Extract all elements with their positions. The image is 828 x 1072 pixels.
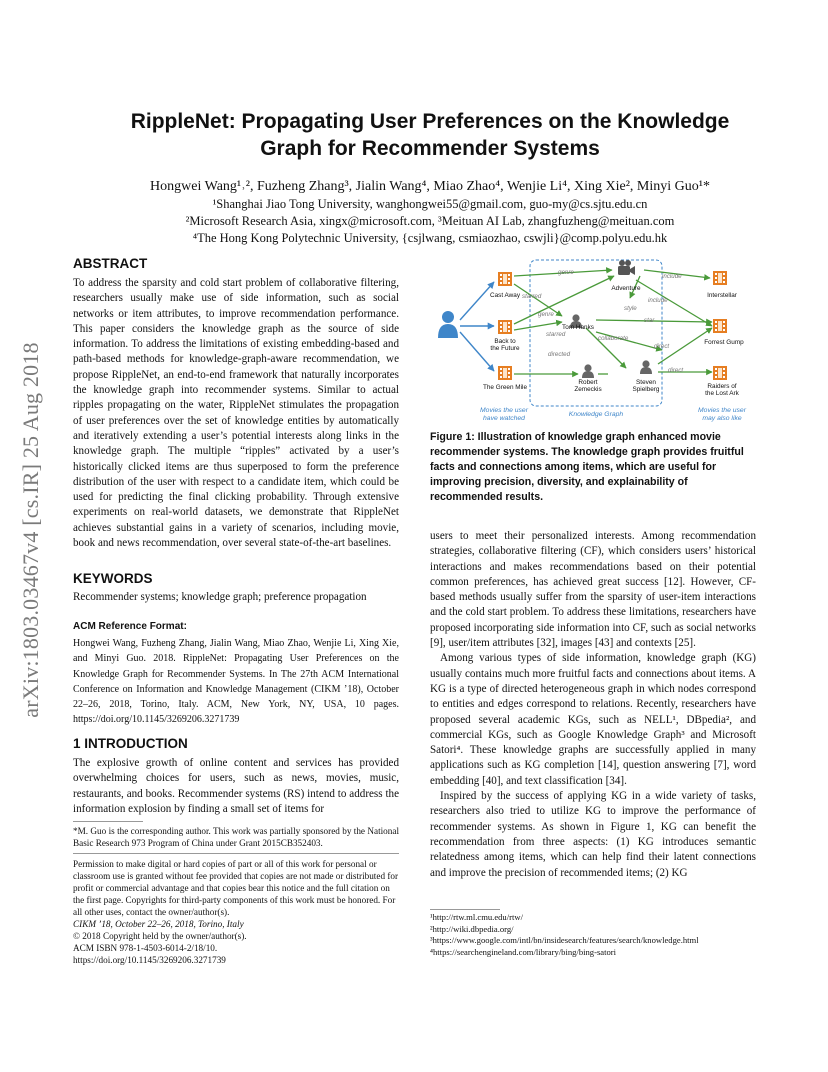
edge-starred-2: starred	[546, 331, 566, 338]
back-to-the-future-film-icon	[498, 320, 512, 334]
affiliation-1: ¹Shanghai Jiao Tong University, wanghongwei55@gmail.com, guo-my@cs.sjtu.edu.cn	[212, 197, 648, 211]
interstellar-film-icon	[713, 271, 727, 285]
label-watched-2: have watched	[483, 415, 525, 422]
footnote-rule	[73, 821, 143, 822]
node-steven-2: Spielberg	[632, 386, 660, 393]
node-interstellar: Interstellar	[707, 292, 737, 299]
intro-paragraph-2: Among various types of side information, knowledge graph (KG) usually contains much more fruitful facts and connections about items. A KG is a type of directed heterogeneous graph in which nodes correspond to entities and edges correspond to relations. Recently, researchers have proposed several academic KGs, such as NELL¹, DBpedia², and commercial KGs, such as Google Knowledge Graph³ and Microsoft Satori⁴. These knowledge graphs are successfully applied in many applications such as KG completion [14], question answering [7], word embedding [40], and text classification [34].	[430, 652, 756, 787]
doi-line: https://doi.org/10.1145/3269206.3271739	[73, 955, 226, 965]
forrest-gump-film-icon	[713, 319, 727, 333]
paper-title	[70, 108, 790, 162]
green-mile-film-icon	[498, 366, 512, 380]
edge-directed: directed	[548, 351, 571, 358]
steven-spielberg-person-icon	[640, 360, 652, 374]
node-robert-1: Robert	[578, 379, 598, 386]
title-line-2: Graph for Recommender Systems	[260, 137, 600, 160]
acm-reference-text: Hongwei Wang, Fuzheng Zhang, Jialin Wang, Miao Zhao, Wenjie Li, Xing Xie, and Minyi Guo. 2018. RippleNet: Propagating User Preferences on the Knowledge Graph for Recommender Systems. In The 27th ACM International Conference on Information and Knowledge Management (CIKM ’18), October 22–26, 2018, Torino, Italy. ACM, New York, NY, USA, 10 pages. https://doi.org/10.1145/3269206.3271739	[73, 638, 399, 726]
edge-direct-1: direct	[654, 343, 670, 350]
cast-away-film-icon	[498, 272, 512, 286]
arxiv-stamp-text: arXiv:1803.03467v4 [cs.IR] 25 Aug 2018	[18, 342, 43, 718]
edge-direct-2: direct	[668, 367, 684, 374]
abstract-heading: ABSTRACT	[73, 256, 148, 271]
node-steven-1: Steven	[636, 379, 656, 386]
introduction-text: The explosive growth of online content and services has provided overwhelming choices for users, such as news, movies, music, restaurants, and books. Recommender systems (RS) intend to address the information explosion by finding a small set of items for	[73, 757, 399, 815]
node-forrest-gump: Forrest Gump	[704, 339, 744, 346]
permission-rule	[73, 853, 399, 854]
corresponding-author-footnote: *M. Guo is the corresponding author. This work was partially sponsored by the National Basic Research 973 Program of China under Grant 2015CB352403.	[73, 826, 399, 848]
footnote-1: ¹http://rtw.ml.cmu.edu/rtw/	[430, 912, 523, 922]
keywords-heading: KEYWORDS	[73, 571, 153, 586]
edge-style: style	[624, 305, 637, 312]
affiliation-3: ⁴The Hong Kong Polytechnic University, {csjlwang, csmiaozhao, cswjli}@comp.polyu.edu.hk	[192, 231, 668, 245]
edge-collaborate: collaborate	[598, 335, 629, 342]
edge-include-2: include	[648, 297, 668, 304]
permission-text: Permission to make digital or hard copies of part or all of this work for personal or classroom use is granted without fee provided that copies are not made or distributed for profit or commercial advantage and that copies bear this notice and the full citation on the first page. Copyrights for third-party components of this work must be honored. For all other uses, contact the owner/author(s).	[73, 859, 399, 917]
label-like-1: Movies the user	[698, 407, 746, 414]
node-raiders-2: the Lost Ark	[705, 390, 739, 397]
intro-paragraph-3: Inspired by the success of applying KG in a wide variety of tasks, researchers also tried to utilize KG to improve the performance of recommender systems. As shown in Figure 1, KG can benefit the recommendation from three aspects: (1) KG introduces semantic relatedness among items, which can help find their latent connections and improve the precision of recommended items; (2) KG	[430, 790, 756, 879]
node-robert-2: Zemeckis	[574, 386, 602, 393]
footnotes-rule	[430, 909, 500, 910]
figure-1	[430, 256, 758, 428]
knowledge-graph-diagram	[430, 256, 758, 428]
node-raiders-1: Raiders of	[707, 383, 737, 390]
conference-line: CIKM ’18, October 22–26, 2018, Torino, Italy	[73, 919, 244, 929]
arxiv-stamp	[14, 300, 48, 760]
node-back-to-the-future-2: the Future	[490, 345, 520, 352]
user-icon	[438, 311, 458, 338]
copyright-line: © 2018 Copyright held by the owner/author(s).	[73, 931, 247, 941]
footnote-3: ³https://www.google.com/intl/bn/insidesearch/features/search/knowledge.html	[430, 935, 699, 946]
edge-star: star	[644, 317, 655, 324]
node-green-mile: The Green Mile	[482, 384, 528, 391]
edge-genre-2: genre	[538, 311, 554, 318]
edge-genre-1: genre	[558, 269, 574, 276]
adventure-camera-icon	[618, 260, 635, 275]
isbn-line: ACM ISBN 978-1-4503-6014-2/18/10.	[73, 943, 218, 953]
intro-right-column	[430, 529, 756, 881]
affiliation-2: ²Microsoft Research Asia, xingx@microsoft.com, ³Meituan AI Lab, zhangfuzheng@meituan.com	[185, 214, 675, 228]
keywords-text: Recommender systems; knowledge graph; preference propagation	[73, 591, 367, 603]
node-tom-hanks: Tom Hanks	[562, 324, 594, 331]
edge-starred-1: starred	[522, 293, 542, 300]
figure-1-caption: Figure 1: Illustration of knowledge graph enhanced movie recommender systems. The knowledge graph provides fruitful facts and connections among items, which are useful for improving precision, diversity, and explainability of recommended results.	[430, 431, 744, 503]
acm-reference-heading: ACM Reference Format:	[73, 621, 187, 632]
raiders-film-icon	[713, 366, 727, 380]
node-back-to-the-future-1: Back to	[494, 338, 516, 345]
footnote-4: ⁴https://searchengineland.com/library/bing/bing-satori	[430, 947, 617, 958]
intro-paragraph-1: users to meet their personalized interests. Among recommendation strategies, collaborative filtering (CF), which considers users’ historical interactions and makes recommendations based on their potential common preferences, has achieved great success [12]. However, CF-based methods usually suffer from the sparsity of user-item interactions and the cold start problem. To address these limitations, researchers have proposed incorporating side information into CF, such as social networks [9], user/item attributes [32], images [43] and contexts [25].	[430, 530, 756, 650]
author-list: Hongwei Wang¹˒², Fuzheng Zhang³, Jialin Wang⁴, Miao Zhao⁴, Wenjie Li⁴, Xing Xie², Minyi Guo¹*	[150, 179, 710, 194]
label-knowledge-graph: Knowledge Graph	[568, 411, 624, 418]
node-adventure: Adventure	[611, 285, 641, 292]
edge-include-1: include	[662, 273, 682, 280]
title-line-1: RippleNet: Propagating User Preferences on the Knowledge	[130, 110, 730, 133]
abstract-text: To address the sparsity and cold start problem of collaborative filtering, researchers usually make use of side information, such as social networks or item attributes, to improve recommendation performance. This paper considers the knowledge graph as the source of side information. To address the limitations of existing embedding-based and path-based methods for knowledge-graph-aware recommendation, we propose RippleNet, an end-to-end framework that naturally incorporates the knowledge graph into recommender systems. Similar to actual ripples propagating on the water, RippleNet stimulates the propagation of user preferences over the set of knowledge entities by automatically and iteratively extending a user’s potential interests along links in the knowledge graph. The multiple “ripples” activated by a user’s historically clicked items are thus superposed to form the preference distribution of the user with respect to a candidate item, which could be used for predicting the final clicking probability. Through extensive experiments on real-world datasets, we demonstrate that RippleNet achieves substantial gains in a variety of scenarios, including movie, book and news recommendation, over several state-of-the-art baselines.	[73, 277, 399, 550]
introduction-heading: 1 INTRODUCTION	[73, 736, 188, 751]
label-like-2: may also like	[702, 415, 742, 422]
url-footnotes	[430, 912, 756, 959]
robert-zemeckis-person-icon	[582, 364, 594, 378]
footnote-2: ²http://wiki.dbpedia.org/	[430, 923, 514, 934]
permission-block	[73, 858, 399, 966]
node-cast-away: Cast Away	[489, 292, 521, 299]
label-watched-1: Movies the user	[480, 407, 528, 414]
